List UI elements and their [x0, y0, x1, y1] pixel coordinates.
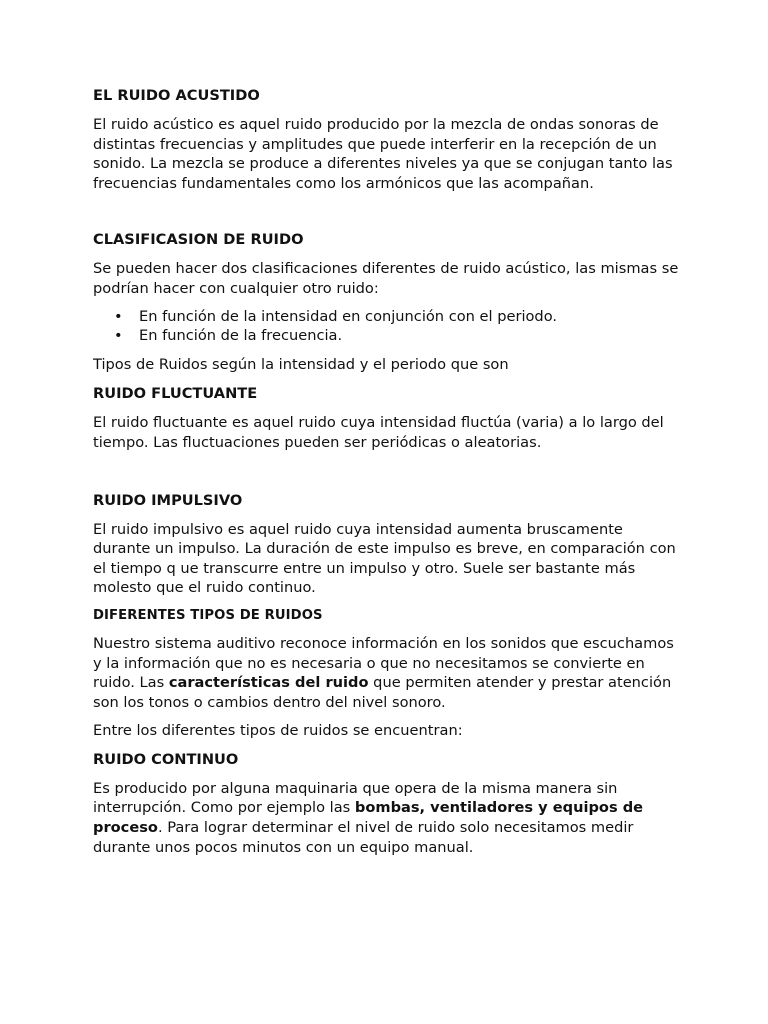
section-heading-ruido-acustido: EL RUIDO ACUSTIDO	[93, 87, 260, 104]
text-run: Es producido por alguna maquinaria que opera de la misma manera sin interrupción. Como por ejemplo las	[93, 779, 618, 817]
paragraph-sistema-auditivo	[93, 634, 683, 712]
paragraph-entre-tipos: Entre los diferentes tipos de ruidos se encuentran:	[93, 722, 463, 740]
paragraph-ruido-continuo	[93, 779, 683, 857]
text-run: Nuestro sistema auditivo reconoce información en los sonidos que escuchamos y la información que no es necesaria o que no necesitamos se convierte en ruido. Las	[93, 634, 674, 692]
paragraph-ruido-acustico: El ruido acústico es aquel ruido producido por la mezcla de ondas sonoras de distintas frecuencias y amplitudes que puede interferir en la recepción de un sonido. La mezcla se produce a diferentes niveles ya que se conjugan tanto las frecuencias fundamentales como los armónicos que las acompañan.	[93, 116, 673, 192]
document-body	[93, 86, 683, 857]
list-item	[93, 307, 683, 327]
list-item-text: En función de la frecuencia.	[139, 327, 343, 345]
section-heading-ruido-fluctuante: RUIDO FLUCTUANTE	[93, 385, 258, 403]
bullet-icon: •	[114, 327, 123, 345]
text-run: . Para lograr determinar el nivel de ruido solo necesitamos medir durante unos pocos minutos con un equipo manual.	[93, 819, 634, 856]
paragraph-ruido-impulsivo: El ruido impulsivo es aquel ruido cuya intensidad aumenta bruscamente durante un impulso. La duración de este impulso es breve, en comparación con el tiempo q ue transcurre entre un impulso y otro. Suele ser bastante más molesto que el ruido continuo.	[93, 520, 676, 597]
bullet-list	[93, 307, 683, 346]
bold-text-run: bombas, ventiladores y equipos de proceso	[93, 799, 644, 837]
bold-text-run: características del ruido	[168, 674, 369, 692]
list-item	[93, 326, 683, 346]
text-run: que permiten atender y prestar atención son los tonos o cambios dentro del nivel sonoro.	[93, 674, 672, 711]
section-heading-diferentes-tipos: DIFERENTES TIPOS DE RUIDOS	[93, 607, 323, 623]
paragraph-clasificacion: Se pueden hacer dos clasificaciones diferentes de ruido acústico, las mismas se podrían hacer con cualquier otro ruido:	[93, 260, 679, 297]
paragraph-ruido-fluctuante: El ruido fluctuante es aquel ruido cuya intensidad fluctúa (varia) a lo largo del tiempo. Las fluctuaciones pueden ser periódicas o aleatorias.	[93, 414, 664, 451]
section-heading-clasificacion: CLASIFICASION DE RUIDO	[93, 231, 304, 249]
bullet-icon: •	[114, 307, 123, 325]
section-heading-ruido-continuo: RUIDO CONTINUO	[93, 750, 239, 768]
section-heading-ruido-impulsivo: RUIDO IMPULSIVO	[93, 491, 243, 509]
paragraph-tipos-ruidos: Tipos de Ruidos según la intensidad y el periodo que son	[93, 355, 509, 373]
list-item-text: En función de la intensidad en conjunción con el periodo.	[139, 307, 558, 325]
